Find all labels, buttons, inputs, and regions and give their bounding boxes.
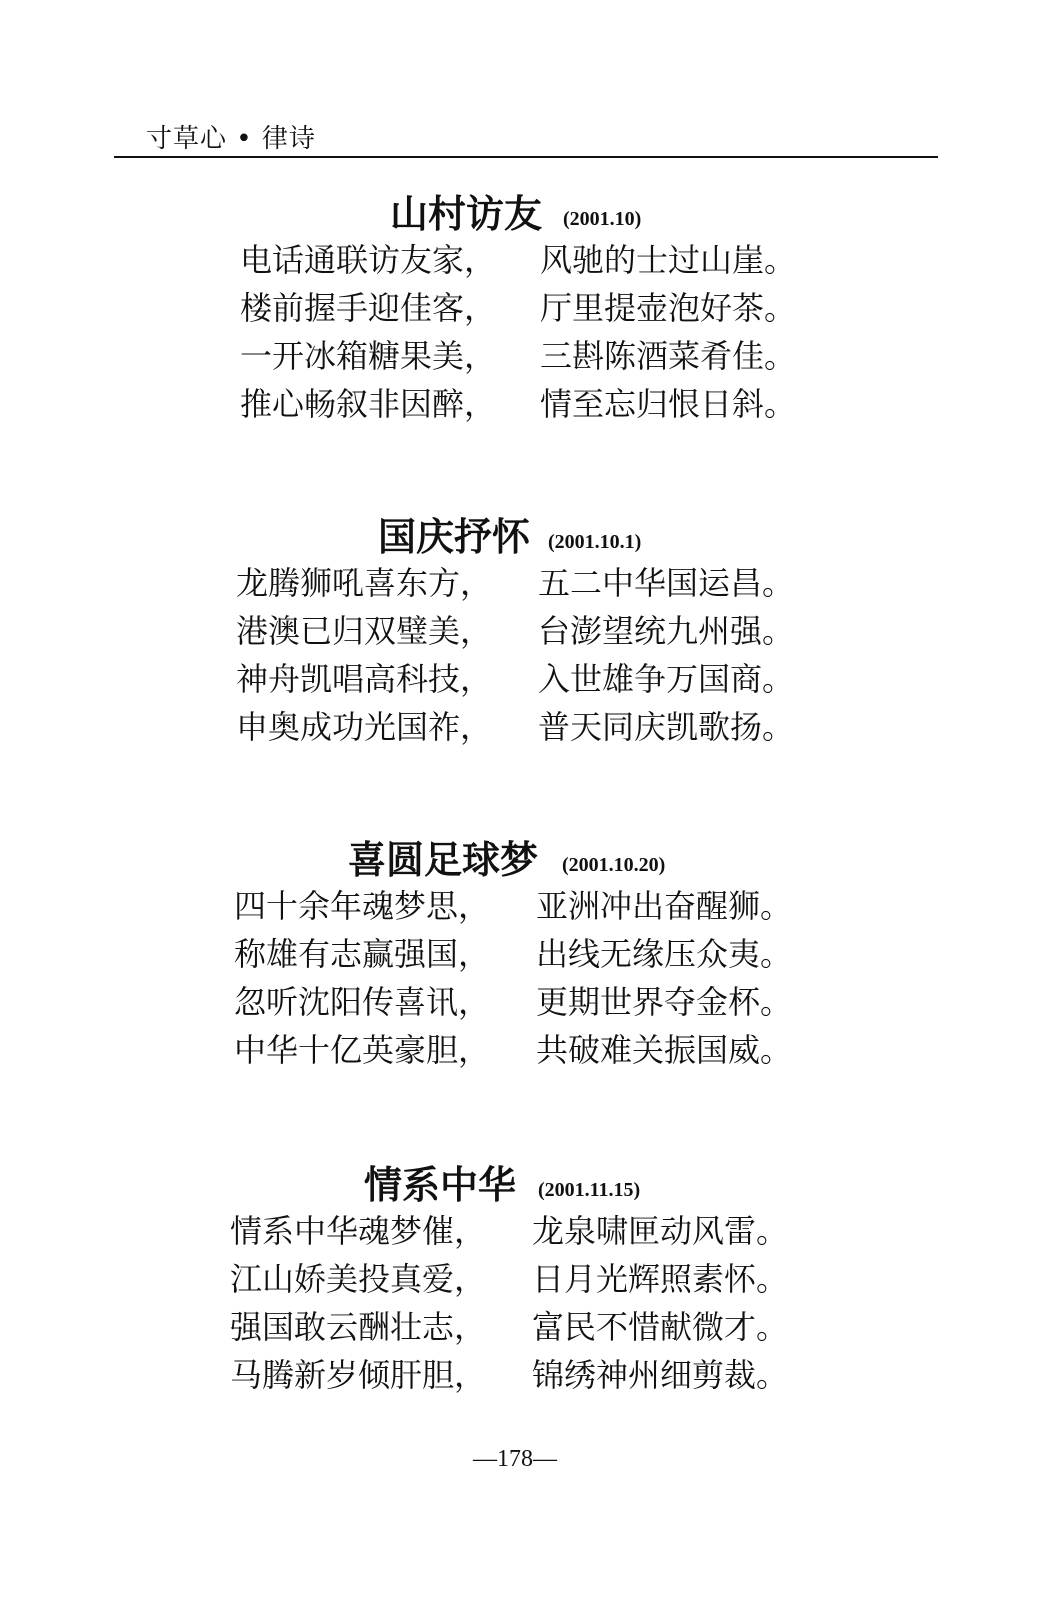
verse-line-left: 神舟凯唱高科技， <box>236 660 493 698</box>
verse-line-left: 推心畅叙非因醉， <box>240 385 497 423</box>
verse-line-right: 三斟陈酒菜肴佳。 <box>540 337 797 375</box>
poem-title-row <box>0 515 1052 565</box>
verse-line-right: 台澎望统九州强。 <box>538 612 795 650</box>
poem-date: (2001.11.15) <box>538 1179 641 1201</box>
verse-line-right: 普天同庆凯歌扬。 <box>538 708 795 746</box>
verse-line-left: 忽听沈阳传喜讯， <box>234 983 491 1021</box>
verse-couplet <box>0 286 1052 334</box>
verse-line-right: 龙泉啸匣动风雷。 <box>532 1212 789 1250</box>
verse-couplet <box>0 705 1052 753</box>
verse-line-left: 江山娇美投真爱， <box>230 1260 487 1298</box>
poem-lines <box>0 561 1052 753</box>
verse-line-left: 一开冰箱糖果美， <box>240 337 497 375</box>
page-number: —178— <box>473 1446 557 1472</box>
verse-line-left: 强国敢云酬壮志， <box>230 1308 487 1346</box>
poem-lines <box>0 238 1052 430</box>
running-header: 寸草心 • 律诗 <box>146 124 316 154</box>
poem-title: 山村访友 <box>390 192 543 236</box>
verse-couplet <box>0 382 1052 430</box>
header-rule <box>114 156 938 158</box>
verse-line-left: 申奥成功光国祚， <box>236 708 493 746</box>
verse-line-right: 日月光辉照素怀。 <box>532 1260 789 1298</box>
poem-title-row <box>0 192 1052 242</box>
verse-couplet <box>0 980 1052 1028</box>
verse-line-right: 锦绣神州细剪裁。 <box>532 1356 789 1394</box>
verse-couplet <box>0 1353 1052 1401</box>
poem <box>0 838 1052 1098</box>
poem-title: 国庆抒怀 <box>378 515 531 559</box>
verse-line-right: 情至忘归恨日斜。 <box>540 385 797 423</box>
verse-couplet <box>0 1305 1052 1353</box>
verse-line-left: 四十余年魂梦思， <box>234 887 491 925</box>
verse-couplet <box>0 1209 1052 1257</box>
verse-couplet <box>0 334 1052 382</box>
verse-line-right: 更期世界夺金杯。 <box>536 983 793 1021</box>
verse-line-right: 五二中华国运昌。 <box>538 564 795 602</box>
verse-line-left: 电话通联访友家， <box>240 241 497 279</box>
poem-title: 喜圆足球梦 <box>348 838 539 882</box>
verse-line-left: 楼前握手迎佳客， <box>240 289 497 327</box>
verse-couplet <box>0 1257 1052 1305</box>
verse-line-left: 称雄有志赢强国， <box>234 935 491 973</box>
poem-date: (2001.10.1) <box>548 531 642 553</box>
verse-couplet <box>0 884 1052 932</box>
verse-couplet <box>0 609 1052 657</box>
verse-line-left: 龙腾狮吼喜东方， <box>236 564 493 602</box>
verse-couplet <box>0 657 1052 705</box>
verse-line-left: 马腾新岁倾肝胆， <box>230 1356 487 1394</box>
verse-line-right: 风驰的士过山崖。 <box>540 241 797 279</box>
poem <box>0 192 1052 452</box>
poem-title: 情系中华 <box>364 1163 517 1207</box>
verse-line-left: 中华十亿英豪胆， <box>234 1031 491 1069</box>
verse-line-right: 出线无缘压众夷。 <box>536 935 793 973</box>
verse-couplet <box>0 561 1052 609</box>
verse-couplet <box>0 932 1052 980</box>
poem-title-row <box>0 838 1052 888</box>
verse-couplet <box>0 1028 1052 1076</box>
verse-line-right: 亚洲冲出奋醒狮。 <box>536 887 793 925</box>
verse-couplet <box>0 238 1052 286</box>
poem-date: (2001.10.20) <box>562 854 666 876</box>
poem-title-row <box>0 1163 1052 1213</box>
verse-line-left: 港澳已归双璧美， <box>236 612 493 650</box>
verse-line-right: 入世雄争万国商。 <box>538 660 795 698</box>
verse-line-right: 共破难关振国威。 <box>536 1031 793 1069</box>
page-number-wrapper <box>0 1446 1052 1473</box>
verse-line-right: 富民不惜献微才。 <box>532 1308 789 1346</box>
poem-lines <box>0 1209 1052 1401</box>
poem-lines <box>0 884 1052 1076</box>
verse-line-left: 情系中华魂梦催， <box>230 1212 487 1250</box>
poem-date: (2001.10) <box>563 208 642 230</box>
verse-line-right: 厅里提壶泡好茶。 <box>540 289 797 327</box>
poem <box>0 1163 1052 1423</box>
poem <box>0 515 1052 775</box>
